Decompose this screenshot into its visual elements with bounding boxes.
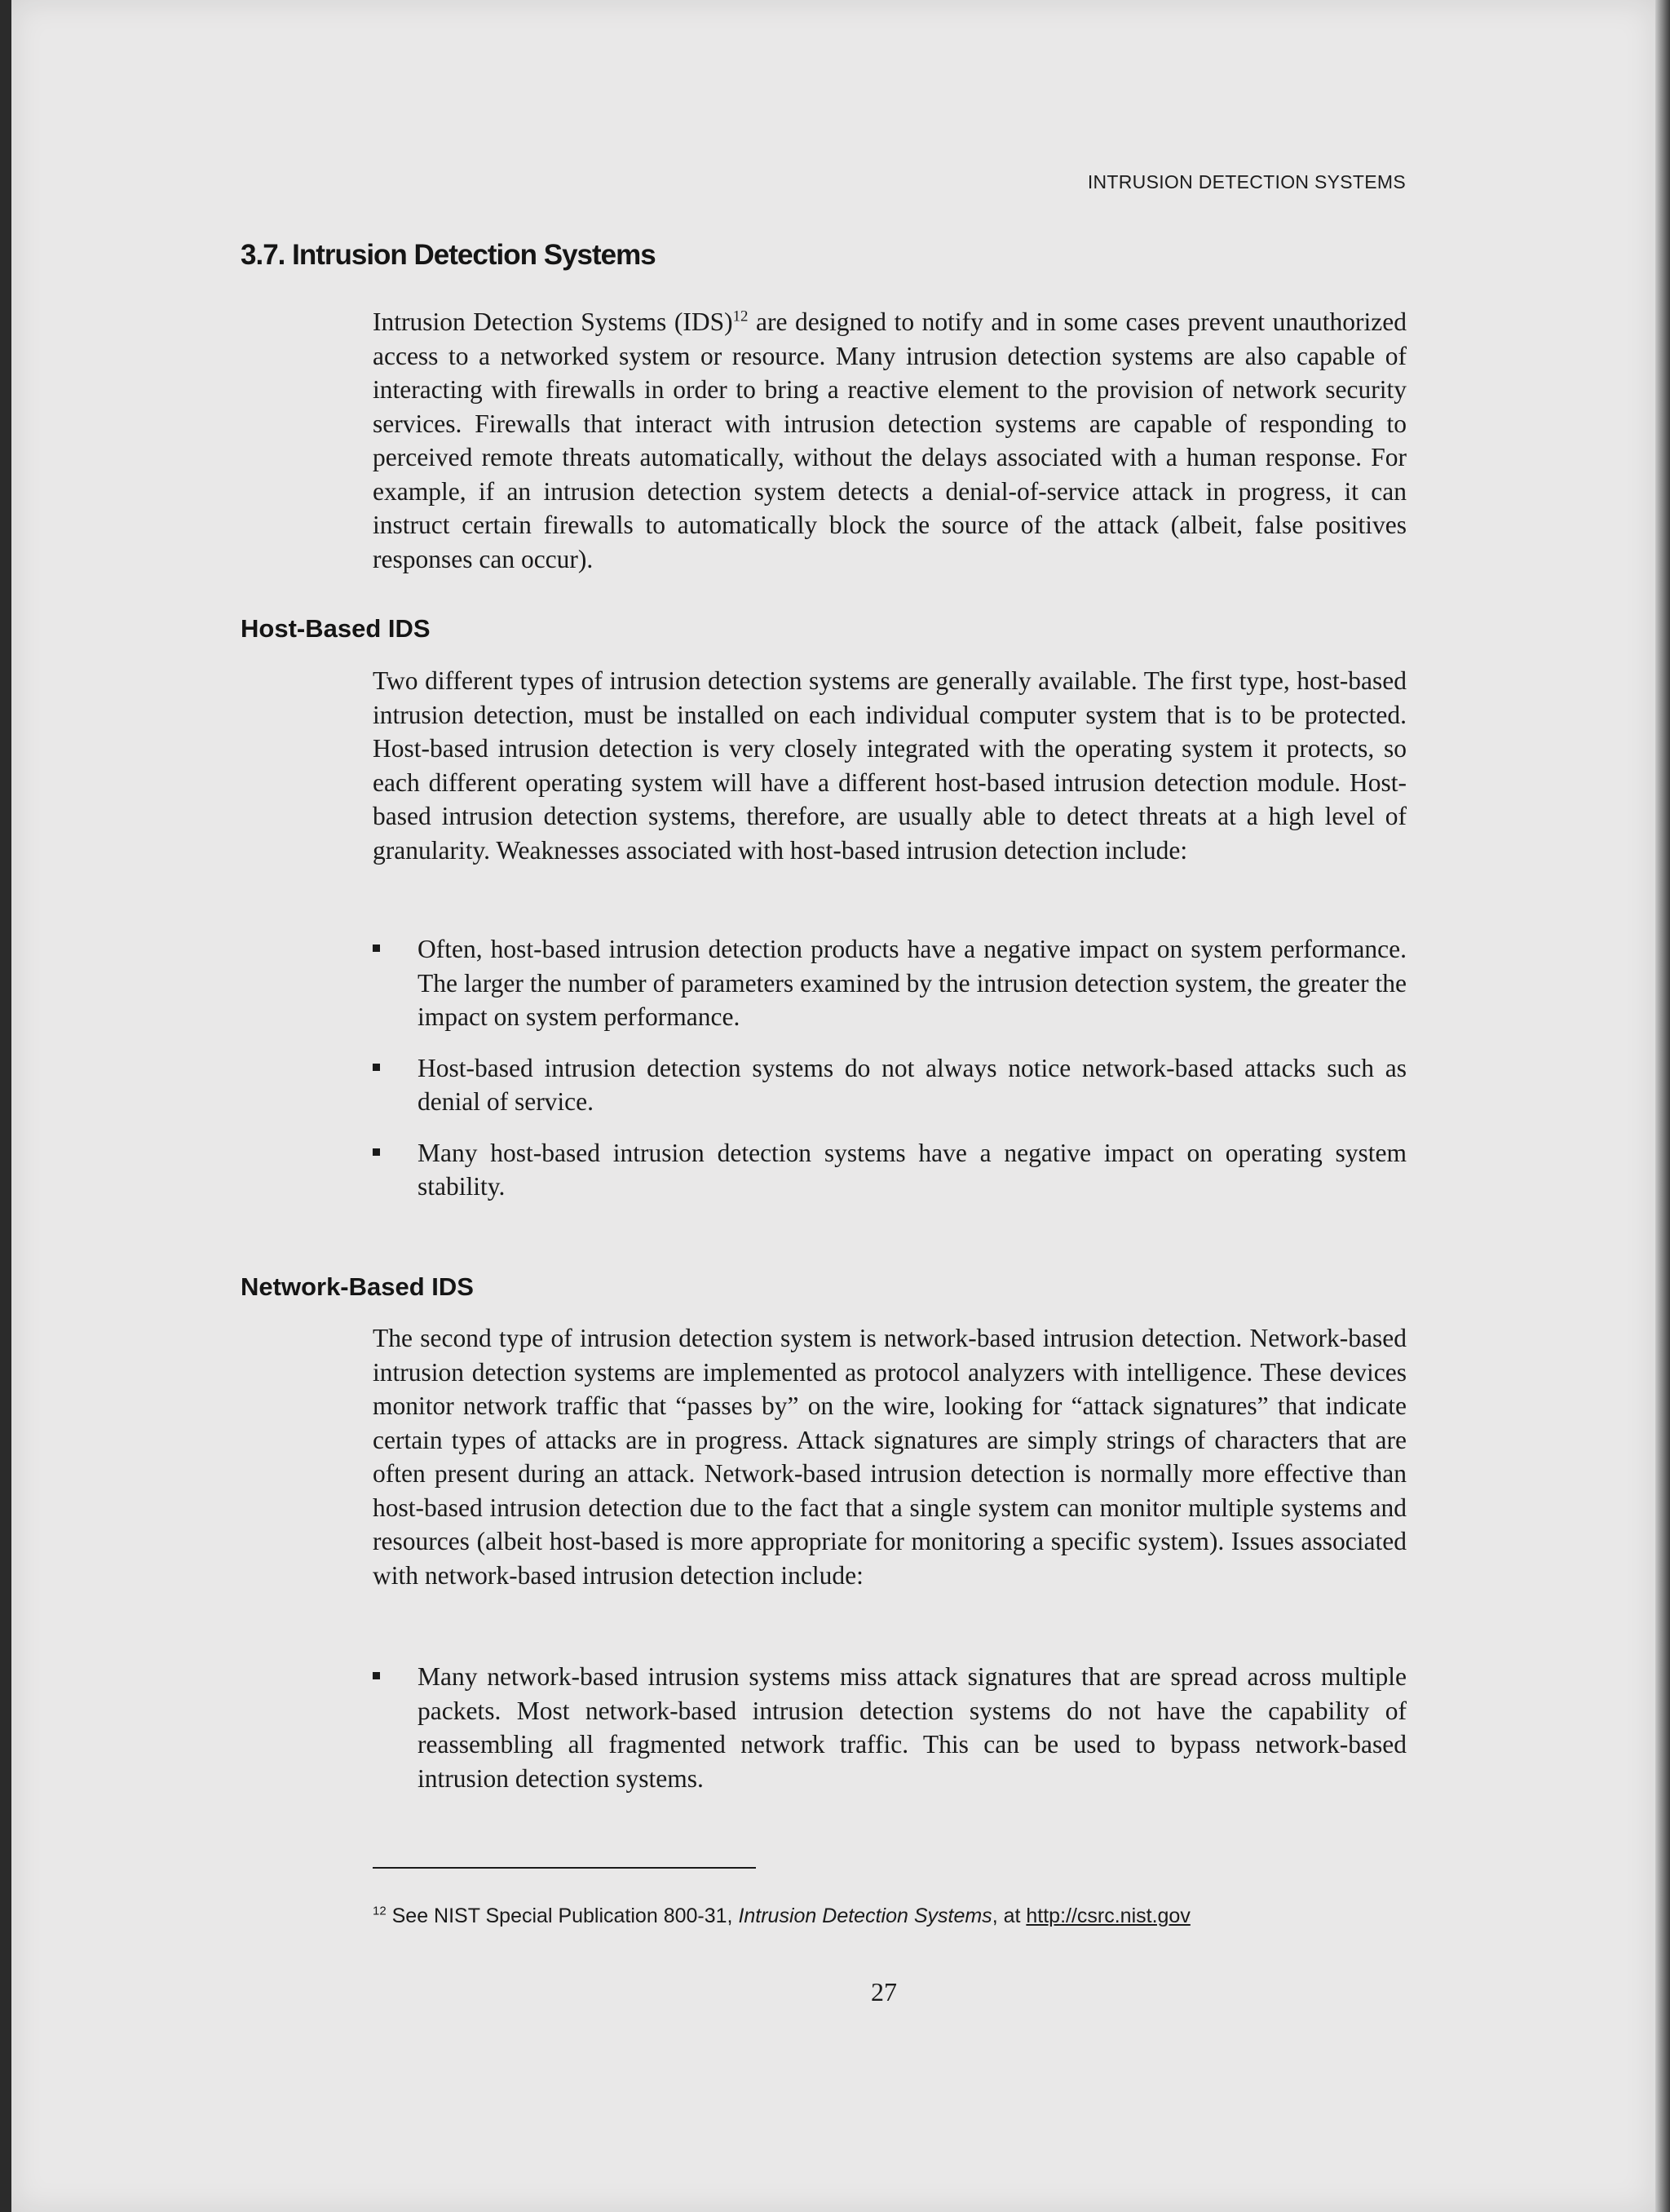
list-item <box>373 1136 1407 1204</box>
page-edge-shadow <box>1655 0 1670 2212</box>
footnote-reference[interactable]: 12 <box>732 307 749 325</box>
footnote-text: See NIST Special Publication 800-31, <box>386 1905 739 1927</box>
footnote <box>373 1905 1433 1928</box>
footnote-text-middle: , at <box>992 1905 1027 1927</box>
host-based-heading: Host-Based IDS <box>241 614 431 643</box>
list-item <box>373 1660 1407 1795</box>
footnote-title: Intrusion Detection Systems <box>738 1905 992 1927</box>
list-item-text: Often, host-based intrusion detection products have a negative impact on system performance. The larger the number of parameters examined by the intrusion detection system, the greater the impact on system performance. <box>418 935 1407 1031</box>
network-based-heading: Network-Based IDS <box>241 1272 474 1301</box>
document-page <box>11 0 1655 2212</box>
bullet-icon <box>373 1672 380 1679</box>
bullet-icon <box>373 945 380 952</box>
intro-paragraph <box>373 305 1407 576</box>
footnote-link[interactable]: http://csrc.nist.gov <box>1026 1905 1191 1927</box>
page-number: 27 <box>871 1977 897 2006</box>
network-based-issue-list <box>373 1660 1407 1795</box>
list-item-text: Many network-based intrusion systems miss attack signatures that are spread across multiple packets. Most network-based intrusion detection systems do not have the capability of reassembling all fragmented network traffic. This can be used to bypass network-based intrusion detection systems. <box>418 1662 1407 1793</box>
list-item-text: Host-based intrusion detection systems do not always notice network-based attacks such as denial of service. <box>418 1053 1407 1116</box>
intro-text-start: Intrusion Detection Systems (IDS) <box>373 307 733 336</box>
host-based-weakness-list <box>373 932 1407 1204</box>
footnote-divider <box>373 1867 756 1869</box>
network-based-paragraph: The second type of intrusion detection system is network-based intrusion detection. Network-based intrusion detection systems are implemented as protocol analyzers with intelligence. These devices monitor network traffic that “passes by” on the wire, looking for “attack signatures” that indicate certain types of attacks are in progress. Attack signatures are simply strings of characters that are often present during an attack. Network-based intrusion detection is normally more effective than host-based intrusion detection due to the fact that a single system can monitor multiple systems and resources (albeit host-based is more appropriate for monitoring a specific system). Issues associated with network-based intrusion detection include: <box>373 1324 1407 1590</box>
intro-text-rest: are designed to notify and in some cases prevent unauthorized access to a networked system or resource. Many intrusion detection systems are also capable of interacting with firewalls in order to bring a reactive element to the provision of network security services. Firewalls that interact with intrusion detection systems are capable of responding to perceived remote threats automatically, without the delays associated with a human response. For example, if an intrusion detection system detects a denial-of-service attack in progress, it can instruct certain firewalls to automatically block the source of the attack (albeit, false positives responses can occur). <box>373 307 1407 573</box>
list-item <box>373 932 1407 1034</box>
section-heading: 3.7. Intrusion Detection Systems <box>241 239 656 271</box>
running-head: INTRUSION DETECTION SYSTEMS <box>1087 171 1406 192</box>
bullet-icon <box>373 1064 380 1071</box>
footnote-number: 12 <box>373 1904 387 1918</box>
list-item <box>373 1051 1407 1119</box>
bullet-icon <box>373 1148 380 1156</box>
list-item-text: Many host-based intrusion detection systems have a negative impact on operating system stability. <box>418 1138 1407 1201</box>
host-based-paragraph: Two different types of intrusion detection systems are generally available. The first type, host-based intrusion detection, must be installed on each individual computer system that is to be protected. Host-based intrusion detection is very closely integrated with the operating system it protects, so each different operating system will have a different host-based intrusion detection module. Host-based intrusion detection systems, therefore, are usually able to detect threats at a high level of granularity. Weaknesses associated with host-based intrusion detection include: <box>373 666 1407 865</box>
